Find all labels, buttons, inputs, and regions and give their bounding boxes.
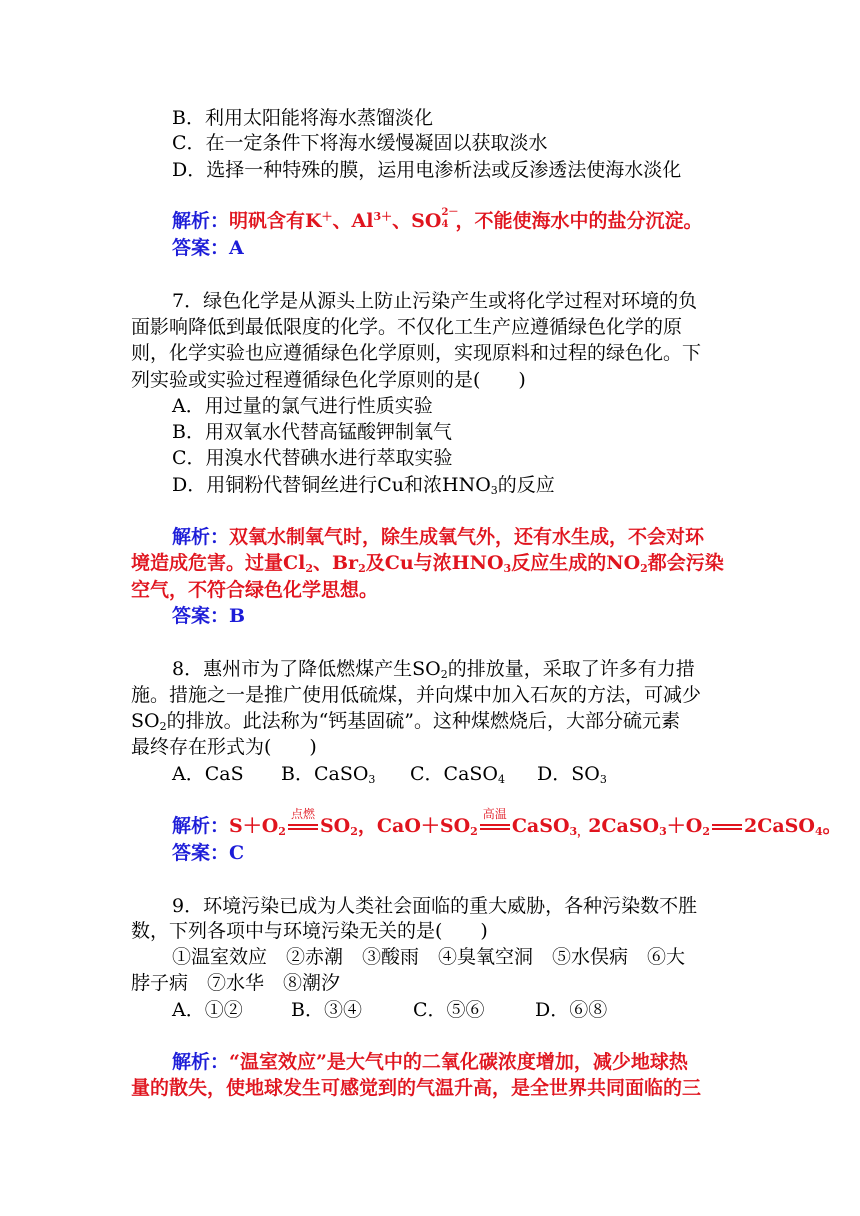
q8-option-a: A．CaS: [172, 763, 244, 785]
q8-analysis: [172, 807, 842, 839]
analysis-label: 解析：: [172, 210, 230, 232]
q8-option-c: C．CaSO$_4$: [410, 763, 505, 786]
q8-stem-line-1: 8．惠州市为了降低燃煤产生$SO_2$的排放量，采取了许多有力措: [172, 658, 695, 681]
q7-option-a: A．用过量的氯气进行性质实验: [172, 395, 433, 417]
q7-option-c: C．用溴水代替碘水进行萃取实验: [172, 447, 453, 469]
q6-answer: 答案：A: [172, 237, 244, 259]
analysis-label: 解析：: [172, 526, 230, 548]
condition-arrow: 点燃: [288, 818, 318, 836]
q7-option-d: D．用铜粉代替铜丝进行Cu和浓$HNO_3$的反应: [172, 474, 555, 497]
q7-stem-line-4: 列实验或实验过程遵循绿色化学原则的是( ): [131, 369, 526, 391]
q9-stem-line-1: 9．环境污染已成为人类社会面临的重大威胁，各种污染数不胜: [172, 895, 698, 917]
q7-answer: 答案：B: [172, 605, 246, 627]
q8-equations: $S+O_2$ 点燃 $SO_2$，$CaO+SO_2$ 高温 $CaSO_{3,}2CaSO_3+O_2$ 2CaSO$_4$。: [229, 807, 842, 838]
q9-option-b: B．③④: [291, 999, 362, 1021]
q8-stem-line-3: $SO_2$的排放。此法称为“钙基固硫”。这种煤燃烧后，大部分硫元素: [131, 710, 681, 733]
q9-items-line-1: ①温室效应 ②赤潮 ③酸雨 ④臭氧空洞 ⑤水俣病 ⑥大: [172, 946, 686, 968]
q6-option-c: C．在一定条件下将海水缓慢凝固以获取淡水: [172, 132, 548, 154]
analysis-label: 解析：: [172, 815, 230, 837]
q8-option-b: B．CaSO$_3$: [281, 763, 376, 786]
q7-analysis-line-1: 解析：双氧水制氧气时，除生成氧气外，还有水生成，不会对环: [172, 526, 705, 548]
q7-stem-line-3: 则，化学实验也应遵循绿色化学原则，实现原料和过程的绿色化。下: [131, 342, 702, 364]
q7-option-b: B．用双氧水代替高锰酸钾制氧气: [172, 421, 452, 443]
q9-items-line-2: 脖子病 ⑦水华 ⑧潮汐: [131, 972, 341, 994]
q8-stem-line-2: 施。措施之一是推广使用低硫煤，并向煤中加入石灰的方法，可减少: [131, 684, 702, 706]
q7-stem-line-1: 7．绿色化学是从源头上防止污染产生或将化学过程对环境的负: [172, 290, 698, 312]
q9-stem-line-2: 数，下列各项中与环境污染无关的是( ): [131, 920, 488, 942]
q6-analysis-text: 明矾含有K＋、$Al^{3+}$、SO 2－ 4 ，不能使海水中的盐分沉淀。: [229, 207, 703, 232]
q7-stem-line-2: 面影响降低到最低限度的化学。不仅化工生产应遵循绿色化学的原: [131, 316, 683, 338]
q8-answer: 答案：C: [172, 842, 245, 864]
q6-option-b: B．利用太阳能将海水蒸馏淡化: [172, 107, 433, 129]
q8-stem-line-4: 最终存在形式为( ): [131, 736, 317, 758]
q8-option-d: D．$SO_3$: [537, 763, 607, 786]
q9-analysis-line-1: 解析：“温室效应”是大气中的二氧化碳浓度增加，减少地球热: [172, 1051, 688, 1073]
q9-option-c: C．⑤⑥: [413, 999, 485, 1021]
q6-option-d: D．选择一种特殊的膜，运用电渗析法或反渗透法使海水淡化: [172, 159, 682, 181]
analysis-label: 解析：: [172, 1051, 230, 1073]
q9-option-a: A．①②: [172, 999, 243, 1021]
q7-analysis-line-2: 境造成危害。过量$Cl_2$、$Br_2$及Cu与浓$HNO_3$反应生成的$NO_2$都会污染: [131, 552, 724, 575]
q9-analysis-line-2: 量的散失，使地球发生可感觉到的气温升高，是全世界共同面临的三: [131, 1077, 702, 1099]
condition-arrow: 高温: [480, 818, 510, 836]
q6-analysis: [172, 208, 702, 234]
q7-analysis-line-3: 空气，不符合绿色化学思想。: [131, 579, 379, 601]
equals-sign: [712, 820, 742, 834]
q9-option-d: D．⑥⑧: [535, 999, 608, 1021]
